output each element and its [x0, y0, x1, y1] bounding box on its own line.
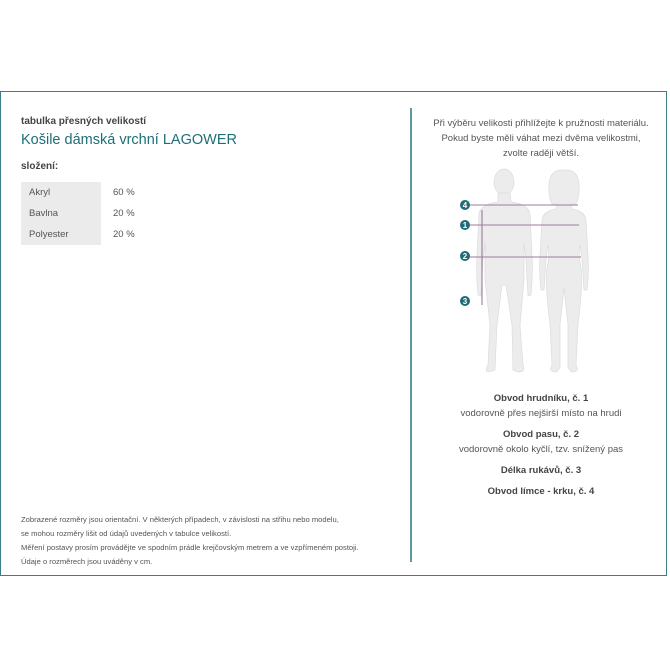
female-silhouette-icon	[540, 170, 589, 372]
column-divider	[410, 108, 412, 562]
legend-item-chest	[420, 392, 662, 420]
legend-title: Obvod hrudníku, č. 1	[493, 393, 589, 404]
male-silhouette-icon	[477, 169, 533, 372]
legend-description: vodorovně okolo kyčlí, tzv. snížený pas	[458, 444, 624, 455]
tip-line: zvolte raději větší.	[502, 148, 580, 159]
composition-row	[21, 182, 135, 203]
legend-title: Obvod límce - krku, č. 4	[487, 486, 595, 497]
legend-item-neck	[420, 485, 662, 498]
marker-3	[460, 296, 470, 306]
measurement-notes	[21, 513, 359, 569]
tip-line: Při výběru velikosti přihlížejte k pružnosti materiálu.	[433, 118, 649, 129]
legend-item-sleeve	[420, 464, 662, 477]
legend-title: Obvod pasu, č. 2	[502, 429, 580, 440]
legend-title: Délka rukávů, č. 3	[500, 465, 582, 476]
product-title: Košile dámská vrchní LAGOWER	[21, 132, 237, 148]
note-line: se mohou rozměry lišit od údajů uvedených v tabulce velikostí.	[21, 529, 232, 538]
legend-item-waist	[420, 428, 662, 456]
marker-number: 1	[462, 221, 468, 230]
marker-number: 4	[462, 201, 468, 210]
marker-2	[460, 251, 470, 261]
composition-label: složení:	[21, 161, 59, 172]
composition-row	[21, 224, 135, 245]
marker-number: 2	[462, 252, 468, 261]
legend-description: vodorovně přes nejširší místo na hrudi	[460, 408, 622, 419]
material-percent: 60 %	[113, 186, 135, 198]
note-line: Údaje o rozměrech jsou uváděny v cm.	[21, 557, 153, 566]
body-measurement-figure	[440, 160, 610, 380]
material-percent: 20 %	[113, 207, 135, 219]
measurement-legend	[420, 392, 662, 506]
composition-table	[21, 182, 135, 245]
material-name: Bavlna	[21, 203, 101, 224]
material-name: Akryl	[21, 182, 101, 203]
tip-line: Pokud byste měli váhat mezi dvěma velikostmi,	[441, 133, 641, 144]
note-line: Zobrazené rozměry jsou orientační. V některých případech, v závislosti na střihu nebo modelu,	[21, 515, 339, 524]
size-table-subtitle: tabulka přesných velikostí	[21, 116, 147, 127]
marker-1	[460, 220, 470, 230]
material-name: Polyester	[21, 224, 101, 245]
composition-row	[21, 203, 135, 224]
marker-4	[460, 200, 470, 210]
material-percent: 20 %	[113, 228, 135, 240]
note-line: Měření postavy prosím provádějte ve spodním prádle krejčovským metrem a ve vzpřímeném postoji.	[21, 543, 359, 552]
marker-number: 3	[462, 297, 468, 306]
size-tip	[420, 116, 662, 161]
